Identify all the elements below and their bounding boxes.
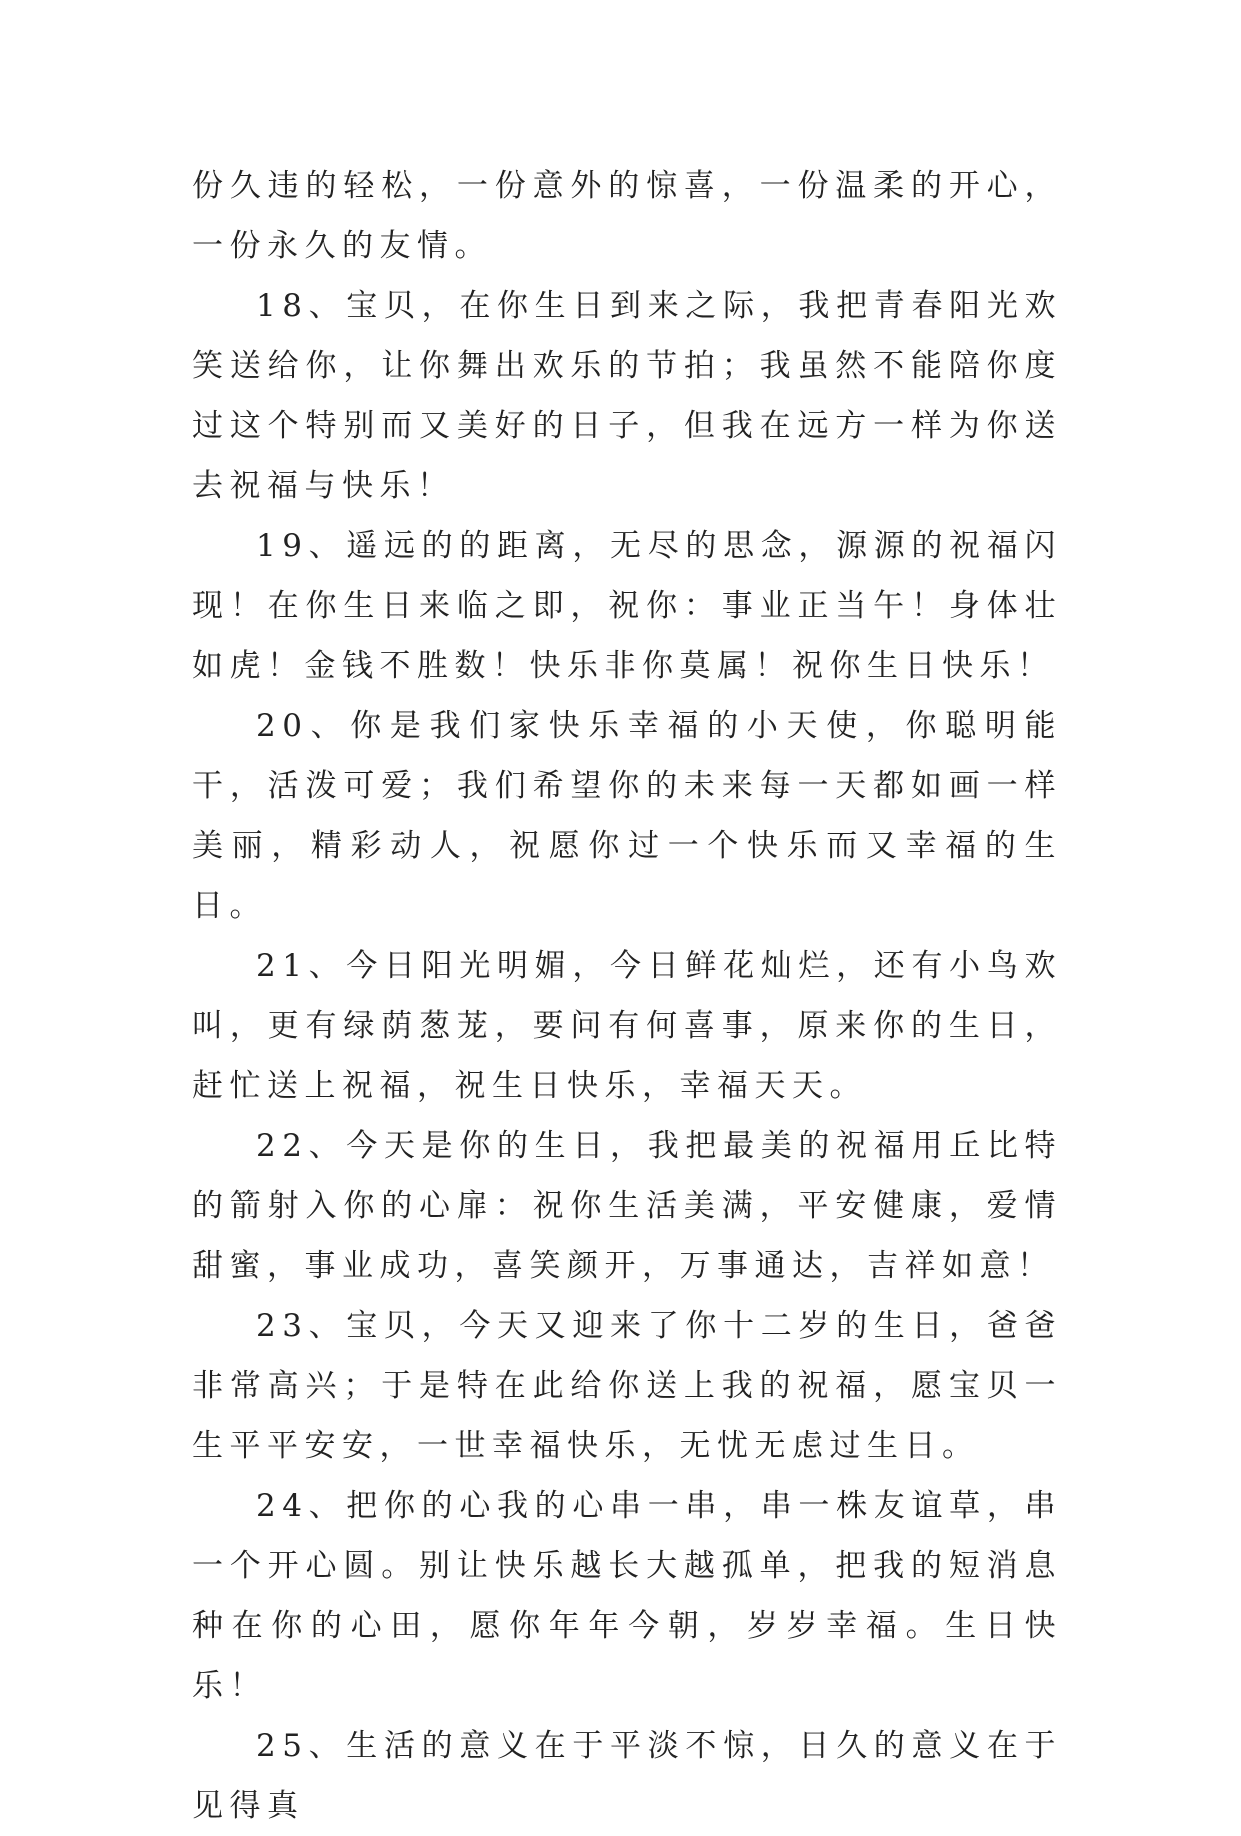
paragraph-19: 19、遥远的的距离，无尽的思念，源源的祝福闪现！在你生日来临之即，祝你：事业正当午！身体壮如虎！金钱不胜数！快乐非你莫属！祝你生日快乐！ <box>192 528 1062 684</box>
paragraph-22: 22、今天是你的生日，我把最美的祝福用丘比特的箭射入你的心扉：祝你生活美满，平安健康，爱情甜蜜，事业成功，喜笑颜开，万事通达，吉祥如意！ <box>192 1128 1062 1284</box>
paragraph-23: 23、宝贝，今天又迎来了你十二岁的生日，爸爸非常高兴；于是特在此给你送上我的祝福，愿宝贝一生平平安安，一世幸福快乐，无忧无虑过生日。 <box>192 1308 1062 1464</box>
paragraph-21: 21、今日阳光明媚，今日鲜花灿烂，还有小鸟欢叫，更有绿荫葱茏，要问有何喜事，原来你的生日，赶忙送上祝福，祝生日快乐，幸福天天。 <box>192 948 1062 1104</box>
paragraph-20: 20、你是我们家快乐幸福的小天使，你聪明能干，活泼可爱；我们希望你的未来每一天都如画一样美丽，精彩动人，祝愿你过一个快乐而又幸福的生日。 <box>192 708 1062 924</box>
document-page <box>192 156 1062 1836</box>
paragraph-24: 24、把你的心我的心串一串，串一株友谊草，串一个开心圆。别让快乐越长大越孤单，把我的短消息种在你的心田，愿你年年今朝，岁岁幸福。生日快乐！ <box>192 1488 1062 1704</box>
paragraph-continued: 份久违的轻松，一份意外的惊喜，一份温柔的开心，一份永久的友情。 <box>192 168 1062 264</box>
paragraph-18: 18、宝贝，在你生日到来之际，我把青春阳光欢笑送给你，让你舞出欢乐的节拍；我虽然不能陪你度过这个特别而又美好的日子，但我在远方一样为你送去祝福与快乐！ <box>192 288 1062 504</box>
paragraph-25: 25、生活的意义在于平淡不惊，日久的意义在于见得真 <box>192 1728 1062 1824</box>
